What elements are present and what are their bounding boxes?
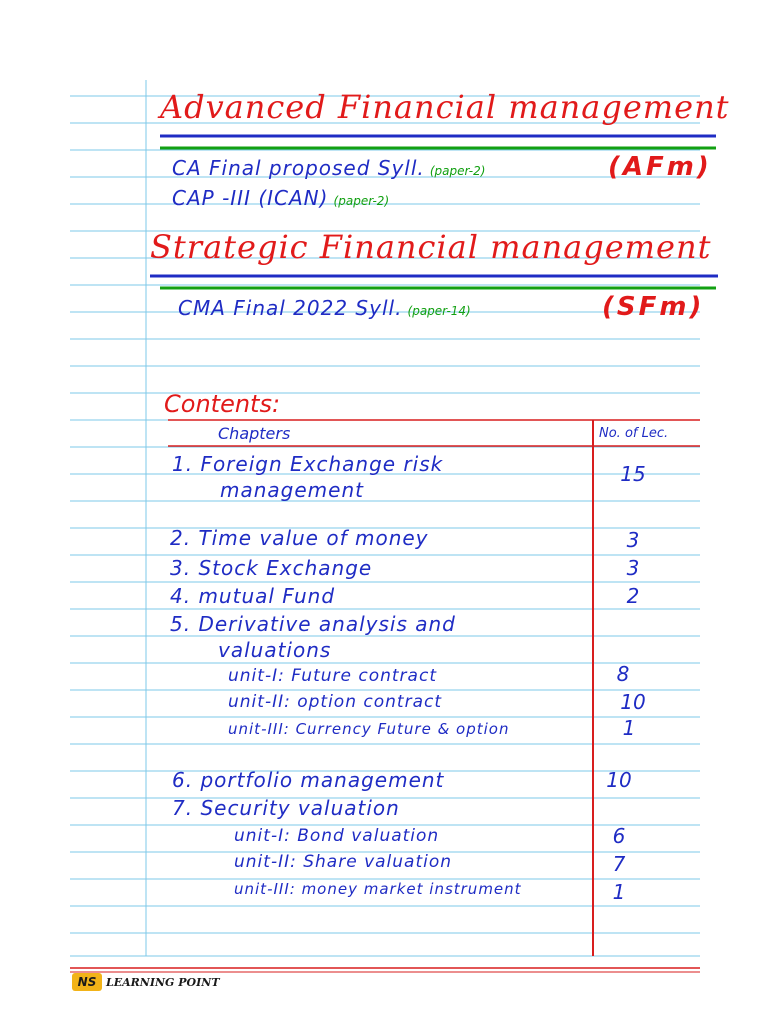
chapter-row: valuations [218, 638, 332, 662]
lecture-count: 1 [612, 880, 626, 904]
afm-line-1-text: CA Final proposed Syll. [172, 156, 425, 180]
afm-line-2-paper: (paper-2) [333, 194, 390, 208]
chapter-row: 7. Security valuation [172, 796, 400, 820]
chapter-row: management [220, 478, 364, 502]
lecture-count: 7 [612, 852, 626, 876]
lecture-count: 1 [622, 716, 636, 740]
lecture-count: 8 [616, 662, 630, 686]
unit-row: unit-III: Currency Future & option [228, 720, 510, 738]
chapter-row: 3. Stock Exchange [170, 556, 373, 580]
afm-code: (AFm) [608, 152, 712, 182]
lecture-count: 2 [626, 584, 640, 608]
chapter-row: 5. Derivative analysis and [170, 612, 456, 636]
col-lectures: No. of Lec. [599, 426, 669, 441]
unit-row: unit-II: option contract [228, 692, 442, 712]
lecture-count: 15 [620, 462, 646, 486]
afm-line-1 [172, 156, 485, 180]
afm-line-2-text: CAP -III (ICAN) [172, 186, 329, 210]
sfm-line [178, 296, 471, 320]
afm-line-2 [172, 186, 389, 210]
sfm-code: (SFm) [602, 292, 705, 322]
afm-line-1-paper: (paper-2) [429, 164, 486, 178]
contents-heading: Contents: [164, 390, 281, 418]
lecture-count: 6 [612, 824, 626, 848]
brand-name: LEARNING POINT [106, 975, 220, 989]
sfm-title: Strategic Financial management [150, 228, 712, 266]
chapter-row: 2. Time value of money [170, 526, 429, 550]
lecture-count: 3 [626, 528, 640, 552]
ns-logo-icon: NS [72, 973, 102, 991]
unit-row: unit-I: Future contract [228, 666, 437, 686]
sfm-line-text: CMA Final 2022 Syll. [178, 296, 403, 320]
lecture-count: 3 [626, 556, 640, 580]
lecture-count: 10 [606, 768, 632, 792]
afm-title: Advanced Financial management [160, 88, 730, 126]
col-chapters: Chapters [218, 424, 291, 443]
unit-row: unit-II: Share valuation [234, 852, 453, 872]
lecture-count: 10 [620, 690, 646, 714]
learning-point-logo [72, 973, 220, 991]
sfm-line-paper: (paper-14) [407, 304, 471, 318]
chapter-row: 4. mutual Fund [170, 584, 336, 608]
unit-row: unit-III: money market instrument [234, 880, 522, 898]
unit-row: unit-I: Bond valuation [234, 826, 440, 846]
chapter-row: 1. Foreign Exchange risk [172, 452, 444, 476]
chapter-row: 6. portfolio management [172, 768, 445, 792]
